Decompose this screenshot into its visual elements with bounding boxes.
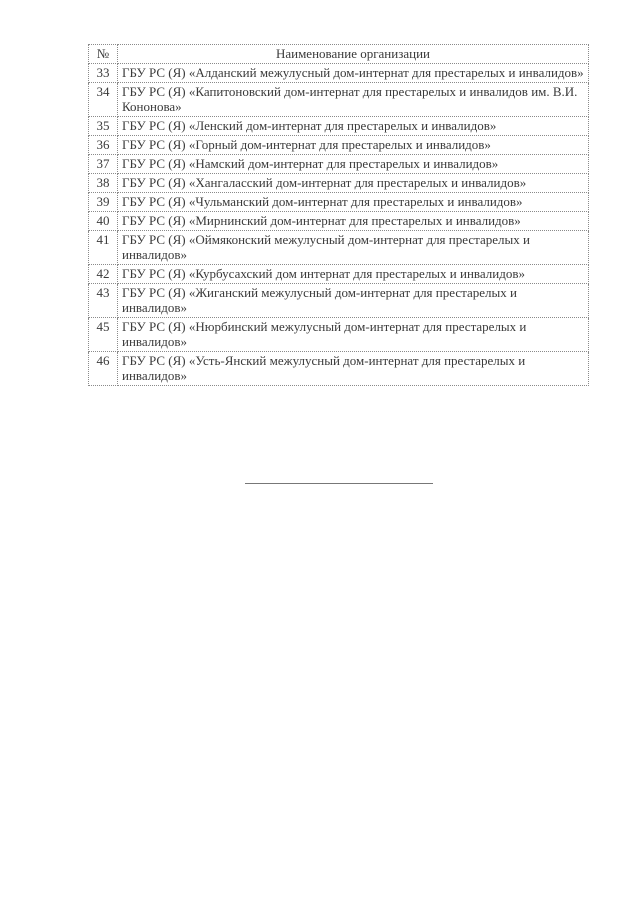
row-number: 35 bbox=[89, 117, 118, 136]
row-number: 39 bbox=[89, 193, 118, 212]
row-number: 34 bbox=[89, 83, 118, 117]
organization-name: ГБУ РС (Я) «Ленский дом-интернат для престарелых и инвалидов» bbox=[118, 117, 589, 136]
table-body bbox=[89, 64, 589, 386]
table-row bbox=[89, 318, 589, 352]
row-number: 41 bbox=[89, 231, 118, 265]
organization-name: ГБУ РС (Я) «Нюрбинский межулусный дом-интернат для престарелых и инвалидов» bbox=[118, 318, 589, 352]
table-row bbox=[89, 64, 589, 83]
organization-name: ГБУ РС (Я) «Чульманский дом-интернат для престарелых и инвалидов» bbox=[118, 193, 589, 212]
organization-name: ГБУ РС (Я) «Мирнинский дом-интернат для престарелых и инвалидов» bbox=[118, 212, 589, 231]
row-number: 40 bbox=[89, 212, 118, 231]
organization-name: ГБУ РС (Я) «Горный дом-интернат для престарелых и инвалидов» bbox=[118, 136, 589, 155]
row-number: 33 bbox=[89, 64, 118, 83]
row-number: 37 bbox=[89, 155, 118, 174]
table-row bbox=[89, 117, 589, 136]
table-header-row bbox=[89, 45, 589, 64]
organization-name: ГБУ РС (Я) «Усть-Янский межулусный дом-интернат для престарелых и инвалидов» bbox=[118, 352, 589, 386]
table-row bbox=[89, 265, 589, 284]
table-row bbox=[89, 284, 589, 318]
organization-name: ГБУ РС (Я) «Намский дом-интернат для престарелых и инвалидов» bbox=[118, 155, 589, 174]
table-row bbox=[89, 155, 589, 174]
organization-name: ГБУ РС (Я) «Оймяконский межулусный дом-интернат для престарелых и инвалидов» bbox=[118, 231, 589, 265]
table-row bbox=[89, 231, 589, 265]
organization-name: ГБУ РС (Я) «Жиганский межулусный дом-интернат для престарелых и инвалидов» bbox=[118, 284, 589, 318]
table-row bbox=[89, 193, 589, 212]
table-row bbox=[89, 83, 589, 117]
row-number: 43 bbox=[89, 284, 118, 318]
organization-name: ГБУ РС (Я) «Алданский межулусный дом-интернат для престарелых и инвалидов» bbox=[118, 64, 589, 83]
organization-name: ГБУ РС (Я) «Курбусахский дом интернат для престарелых и инвалидов» bbox=[118, 265, 589, 284]
end-of-list-rule bbox=[245, 483, 433, 484]
row-number: 45 bbox=[89, 318, 118, 352]
row-number: 36 bbox=[89, 136, 118, 155]
header-organization-name: Наименование организации bbox=[118, 45, 589, 64]
row-number: 46 bbox=[89, 352, 118, 386]
table-row bbox=[89, 212, 589, 231]
table-row bbox=[89, 352, 589, 386]
row-number: 38 bbox=[89, 174, 118, 193]
header-number: № bbox=[89, 45, 118, 64]
organization-name: ГБУ РС (Я) «Хангаласский дом-интернат для престарелых и инвалидов» bbox=[118, 174, 589, 193]
organization-name: ГБУ РС (Я) «Капитоновский дом-интернат для престарелых и инвалидов им. В.И. Кононова» bbox=[118, 83, 589, 117]
organizations-table bbox=[88, 44, 589, 386]
row-number: 42 bbox=[89, 265, 118, 284]
table-row bbox=[89, 136, 589, 155]
table-row bbox=[89, 174, 589, 193]
